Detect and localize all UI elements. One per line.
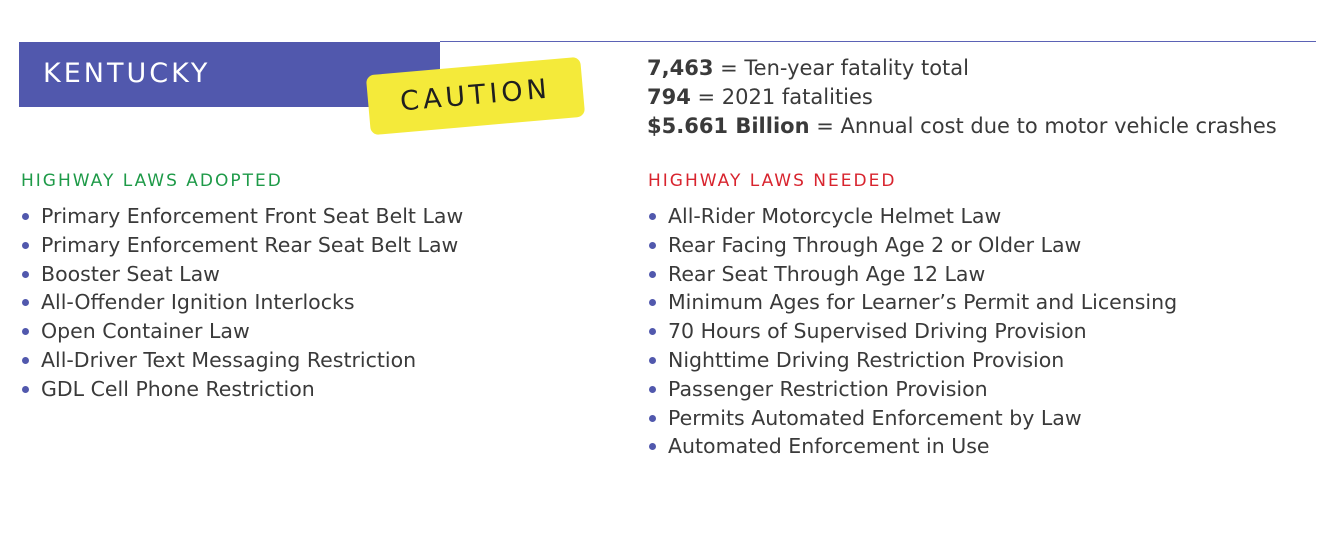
bullet-icon	[649, 213, 656, 220]
stat-value: 794	[647, 85, 691, 109]
bullet-icon	[649, 443, 656, 450]
laws-needed-heading: HIGHWAY LAWS NEEDED	[648, 171, 897, 191]
law-text: All-Rider Motorcycle Helmet Law	[668, 204, 1002, 228]
list-item	[648, 346, 1177, 375]
stat-label: = Ten-year fatality total	[713, 56, 969, 80]
stat-line-2021	[647, 83, 1277, 112]
list-item	[648, 288, 1177, 317]
bullet-icon	[649, 357, 656, 364]
law-text: GDL Cell Phone Restriction	[41, 376, 315, 401]
list-item	[21, 317, 463, 346]
list-item	[648, 432, 1177, 461]
bullet-icon	[649, 271, 656, 278]
stat-line-annual-cost	[647, 112, 1277, 141]
laws-needed-section	[648, 171, 1177, 461]
bullet-icon	[22, 242, 29, 249]
law-text: Rear Facing Through Age 2 or Older Law	[668, 232, 1082, 257]
laws-adopted-section	[21, 171, 463, 404]
law-text: Passenger Restriction Provision	[668, 376, 988, 401]
list-item	[648, 375, 1177, 404]
laws-adopted-heading: HIGHWAY LAWS ADOPTED	[21, 171, 283, 191]
law-text: Primary Enforcement Rear Seat Belt Law	[41, 232, 459, 257]
bullet-icon	[22, 213, 29, 220]
law-text: All-Driver Text Messaging Restriction	[41, 347, 417, 372]
bullet-icon	[649, 299, 656, 306]
laws-needed-list	[648, 202, 1177, 461]
stat-line-ten-year	[647, 54, 1277, 83]
list-item	[21, 346, 463, 375]
list-item	[21, 202, 463, 231]
law-text: 70 Hours of Supervised Driving Provision	[668, 319, 1087, 344]
list-item	[21, 288, 463, 317]
list-item	[648, 231, 1177, 260]
stat-label: = 2021 fatalities	[690, 85, 873, 109]
bullet-icon	[22, 271, 29, 278]
bullet-icon	[22, 328, 29, 335]
list-item	[648, 202, 1177, 231]
list-item	[648, 404, 1177, 433]
law-text: Minimum Ages for Learner’s Permit and Licensing	[668, 290, 1178, 315]
law-text: Booster Seat Law	[41, 261, 220, 286]
law-text: All-Offender Ignition Interlocks	[41, 290, 355, 315]
bullet-icon	[649, 242, 656, 249]
stat-label: = Annual cost due to motor vehicle crashes	[809, 114, 1277, 138]
bullet-icon	[649, 328, 656, 335]
law-text: Rear Seat Through Age 12 Law	[668, 261, 986, 286]
laws-adopted-list	[21, 202, 463, 404]
top-divider-line	[440, 41, 1316, 42]
bullet-icon	[22, 386, 29, 393]
bullet-icon	[649, 386, 656, 393]
fatality-stats	[647, 54, 1277, 141]
state-name: KENTUCKY	[43, 58, 211, 89]
list-item	[648, 317, 1177, 346]
stat-value: 7,463	[647, 56, 714, 80]
list-item	[648, 260, 1177, 289]
bullet-icon	[22, 357, 29, 364]
stat-value: $5.661 Billion	[647, 114, 810, 138]
law-text: Open Container Law	[41, 319, 250, 344]
law-text: Primary Enforcement Front Seat Belt Law	[41, 204, 464, 228]
caution-label: CAUTION	[398, 73, 553, 118]
list-item	[21, 231, 463, 260]
law-text: Automated Enforcement in Use	[668, 434, 990, 459]
law-text: Nighttime Driving Restriction Provision	[668, 347, 1065, 372]
bullet-icon	[649, 415, 656, 422]
bullet-icon	[22, 299, 29, 306]
list-item	[21, 260, 463, 289]
law-text: Permits Automated Enforcement by Law	[668, 405, 1082, 430]
list-item	[21, 375, 463, 404]
